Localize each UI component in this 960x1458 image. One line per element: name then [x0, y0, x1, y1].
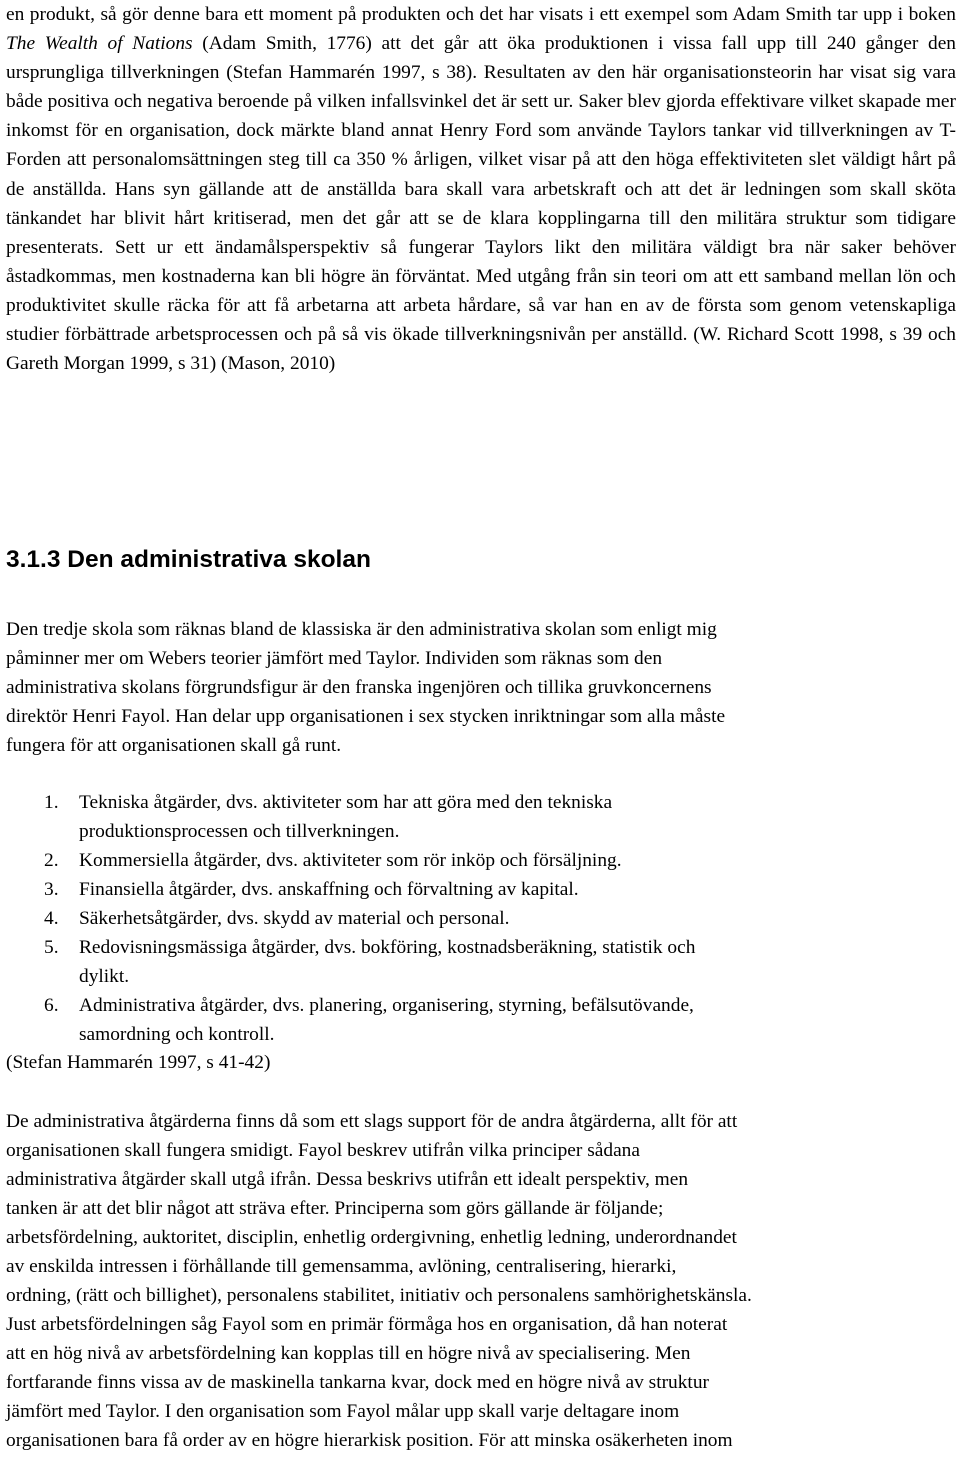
text-line: Den tredje skola som räknas bland de klassiska är den administrativa skolan som enligt mig: [6, 619, 717, 640]
list-item-number: 2.: [44, 850, 59, 871]
list-item-line: samordning och kontroll.: [79, 1024, 275, 1045]
list-item: [6, 904, 956, 933]
text-line: administrativa skolans förgrundsfigur är den franska ingenjören och tillika gruvkoncernens: [6, 677, 712, 698]
list-item: [6, 991, 956, 1049]
list-item-line: produktionsprocessen och tillverkningen.: [79, 821, 400, 842]
paragraph-text-part2: (Adam Smith, 1776) att det går att öka produktionen i vissa fall upp till 240 gånger den ursprungliga tillverkningen (Stefan Hammarén 1997, s 38). Resultaten av den här organisationsteorin har visat sig vara både positiva och negativa beroende på vilken infallsvinkel det är sett ur. Saker blev gjorda effektivare vilket skapade mer inkomst för en organisation, dock märkte bland annat Henry Ford som använde Taylors tankar vid tillverkningen av T-Forden att personalomsättningen steg till ca 350 % årligen, vilket visar på att den höga effektiviteten slet väldigt hårt på de anställda. Hans syn gällande att de anställda bara skall vara arbetskraft och att det är ledningen som skall sköta tänkandet har blivit hårt kritiserad, men det går att se de klara kopplingarna till den militära struktur som tidigare presenterats. Sett ur ett ändamålsperspektiv så fungerar Taylors likt den militära väldigt bra när saker behöver åstadkommas, men kostnaderna kan bli högre än förväntat. Med utgång från sin teori om att ett samband mellan lön och produktivitet skulle räcka för att få arbetarna att arbeta hårdare, så var han en av de första som genom vetenskapliga studier förbättrade arbetsprocessen och på så vis ökade tillverkningsnivån per anställd. (W. Richard Scott 1998, s 39 och Gareth Morgan 1999, s 31) (Mason, 2010): [6, 33, 956, 375]
book-title: The Wealth of Nations: [6, 33, 193, 55]
list-item-line: Säkerhetsåtgärder, dvs. skydd av material och personal.: [79, 908, 510, 929]
closing-paragraph: [6, 1107, 956, 1455]
text-line: fungera för att organisationen skall gå runt.: [6, 735, 342, 756]
list-item-line: Tekniska åtgärder, dvs. aktiviteter som har att göra med den tekniska: [79, 792, 613, 813]
list-item-line: Kommersiella åtgärder, dvs. aktiviteter som rör inköp och försäljning.: [79, 850, 622, 871]
list-item-number: 6.: [44, 995, 59, 1016]
body-paragraph-taylor: [6, 0, 956, 378]
list-item: [6, 788, 956, 846]
text-line: ordning, (rätt och billighet), personalens stabilitet, initiativ och personalens samhörighetskänsla.: [6, 1285, 752, 1306]
text-line: av enskilda intressen i förhållande till gemensamma, avlöning, centralisering, hierarki,: [6, 1256, 677, 1277]
text-line: organisationen bara få order av en högre hierarkisk position. För att minska osäkerheten inom: [6, 1430, 733, 1451]
list-item-number: 4.: [44, 908, 59, 929]
text-line: organisationen skall fungera smidigt. Fayol beskrev utifrån vilka principer sådana: [6, 1140, 640, 1161]
document-page: [6, 0, 956, 1451]
text-line: De administrativa åtgärderna finns då som ett slags support för de andra åtgärderna, allt för att: [6, 1111, 738, 1132]
text-line: fortfarande finns vissa av de maskinella tankarna kvar, dock med en högre nivå av struktur: [6, 1372, 709, 1393]
list-item-line: dylikt.: [79, 966, 130, 987]
list-item-number: 1.: [44, 792, 59, 813]
list-item: [6, 933, 956, 991]
list-item-number: 5.: [44, 937, 59, 958]
section-heading: 3.1.3 Den administrativa skolan: [6, 546, 371, 573]
list-source-citation: (Stefan Hammarén 1997, s 41-42): [6, 1052, 271, 1073]
list-item: [6, 846, 956, 875]
text-line: Just arbetsfördelningen såg Fayol som en primär förmåga hos en organisation, då han noterat: [6, 1314, 728, 1335]
list-item: [6, 875, 956, 904]
list-item-line: Redovisningsmässiga åtgärder, dvs. bokföring, kostnadsberäkning, statistik och: [79, 937, 696, 958]
list-item-line: Finansiella åtgärder, dvs. anskaffning och förvaltning av kapital.: [79, 879, 579, 900]
section-intro-paragraph: [6, 615, 956, 760]
list-item-number: 3.: [44, 879, 59, 900]
text-line: arbetsfördelning, auktoritet, disciplin, enhetlig ordergivning, enhetlig ledning, underordnandet: [6, 1227, 737, 1248]
paragraph-text-part1: en produkt, så gör denne bara ett moment på produkten och det har visats i ett exempel som Adam Smith tar upp i boken: [6, 4, 956, 25]
text-line: administrativa åtgärder skall utgå ifrån. Dessa beskrivs utifrån ett idealt perspektiv, men: [6, 1169, 689, 1190]
list-item-line: Administrativa åtgärder, dvs. planering, organisering, styrning, befälsutövande,: [79, 995, 694, 1016]
fayol-activities-list: [6, 788, 956, 1049]
text-line: direktör Henri Fayol. Han delar upp organisationen i sex stycken inriktningar som alla måste: [6, 706, 726, 727]
text-line: tanken är att det blir något att sträva efter. Principerna som görs gällande är följande;: [6, 1198, 664, 1219]
text-line: att en hög nivå av arbetsfördelning kan kopplas till en högre nivå av specialisering. Men: [6, 1343, 691, 1364]
text-line: påminner mer om Webers teorier jämfört med Taylor. Individen som räknas som den: [6, 648, 663, 669]
text-line: jämfört med Taylor. I den organisation som Fayol målar upp skall varje deltagare inom: [6, 1401, 680, 1422]
